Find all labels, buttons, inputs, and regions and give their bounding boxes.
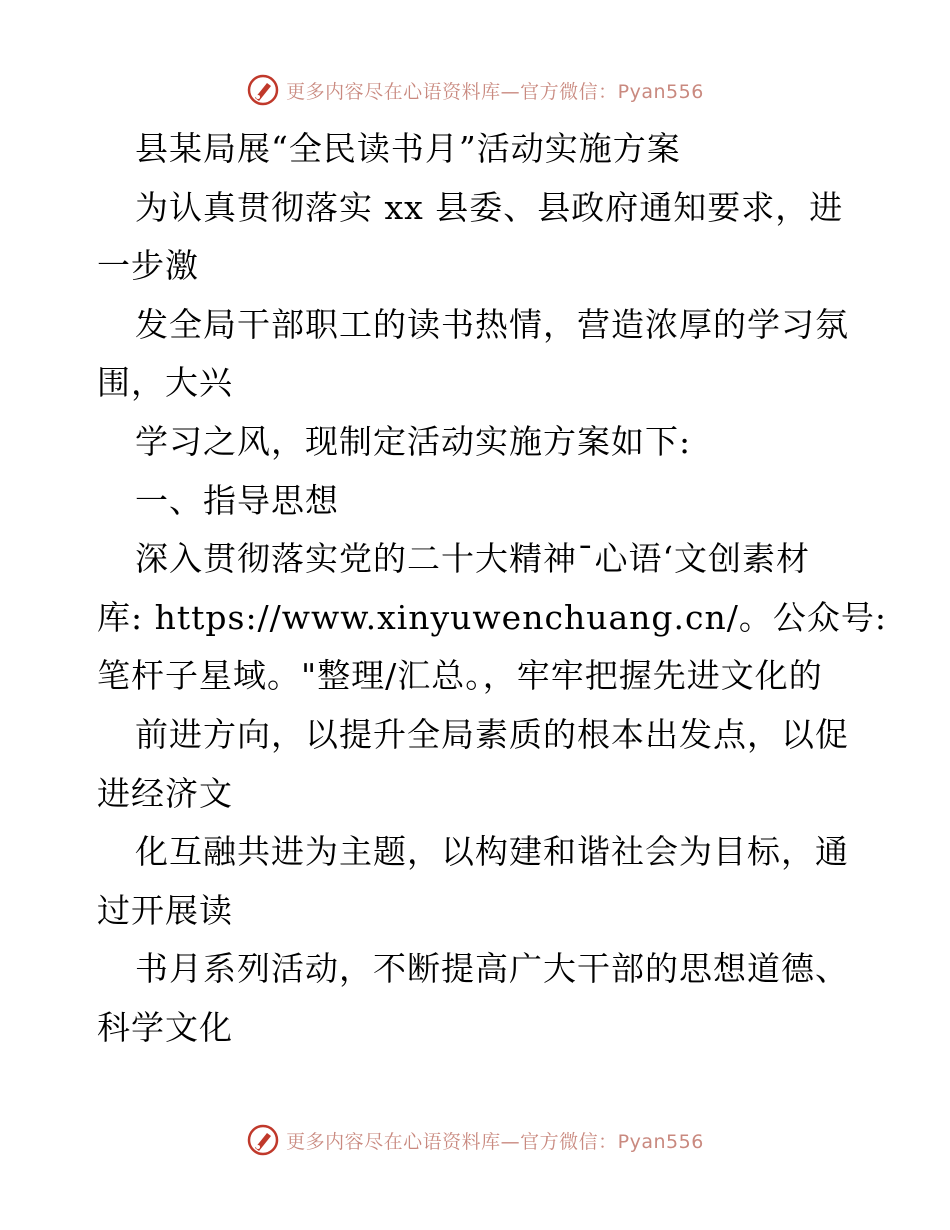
header-banner-text: 更多内容尽在心语资料库—官方微信：Pyan556 [286,80,704,103]
text-line: 库: https://www.xinyuwenchuang.cn/。公众号: [97,597,887,637]
text-line: 科学文化 [97,1007,233,1047]
text-line: 笔杆子星域。"整理/汇总。，牢牢把握先进文化的 [97,656,823,696]
pen-logo-icon [246,73,280,107]
pen-logo-icon [246,1123,280,1157]
text-line: 发全局干部职工的读书热情，营造浓厚的学习氛 [135,304,849,344]
text-line: 深入贯彻落实党的二十大精神¯心语‘文创素材 [135,539,810,579]
text-line: 前进方向，以提升全局素质的根本出发点，以促 [135,714,849,754]
text-line: 书月系列活动，不断提高广大干部的思想道德、 [135,949,849,989]
footer-banner [0,1120,950,1160]
text-line: 围，大兴 [97,363,233,403]
header-banner [0,70,950,110]
text-line: 为认真贯彻落实 xx 县委、县政府通知要求，进 [135,187,844,227]
text-line: 进经济文 [97,773,233,813]
text-line: 过开展读 [97,890,233,930]
text-line: 化互融共进为主题，以构建和谐社会为目标，通 [135,832,849,872]
document-body [97,120,887,1058]
text-line: 学习之风，现制定活动实施方案如下: [135,421,692,461]
text-line: 一步激 [97,246,199,286]
footer-banner-text: 更多内容尽在心语资料库—官方微信：Pyan556 [286,1130,704,1153]
text-line: 县某局展“全民读书月”活动实施方案 [135,129,681,168]
text-line: 一、指导思想 [135,480,339,520]
